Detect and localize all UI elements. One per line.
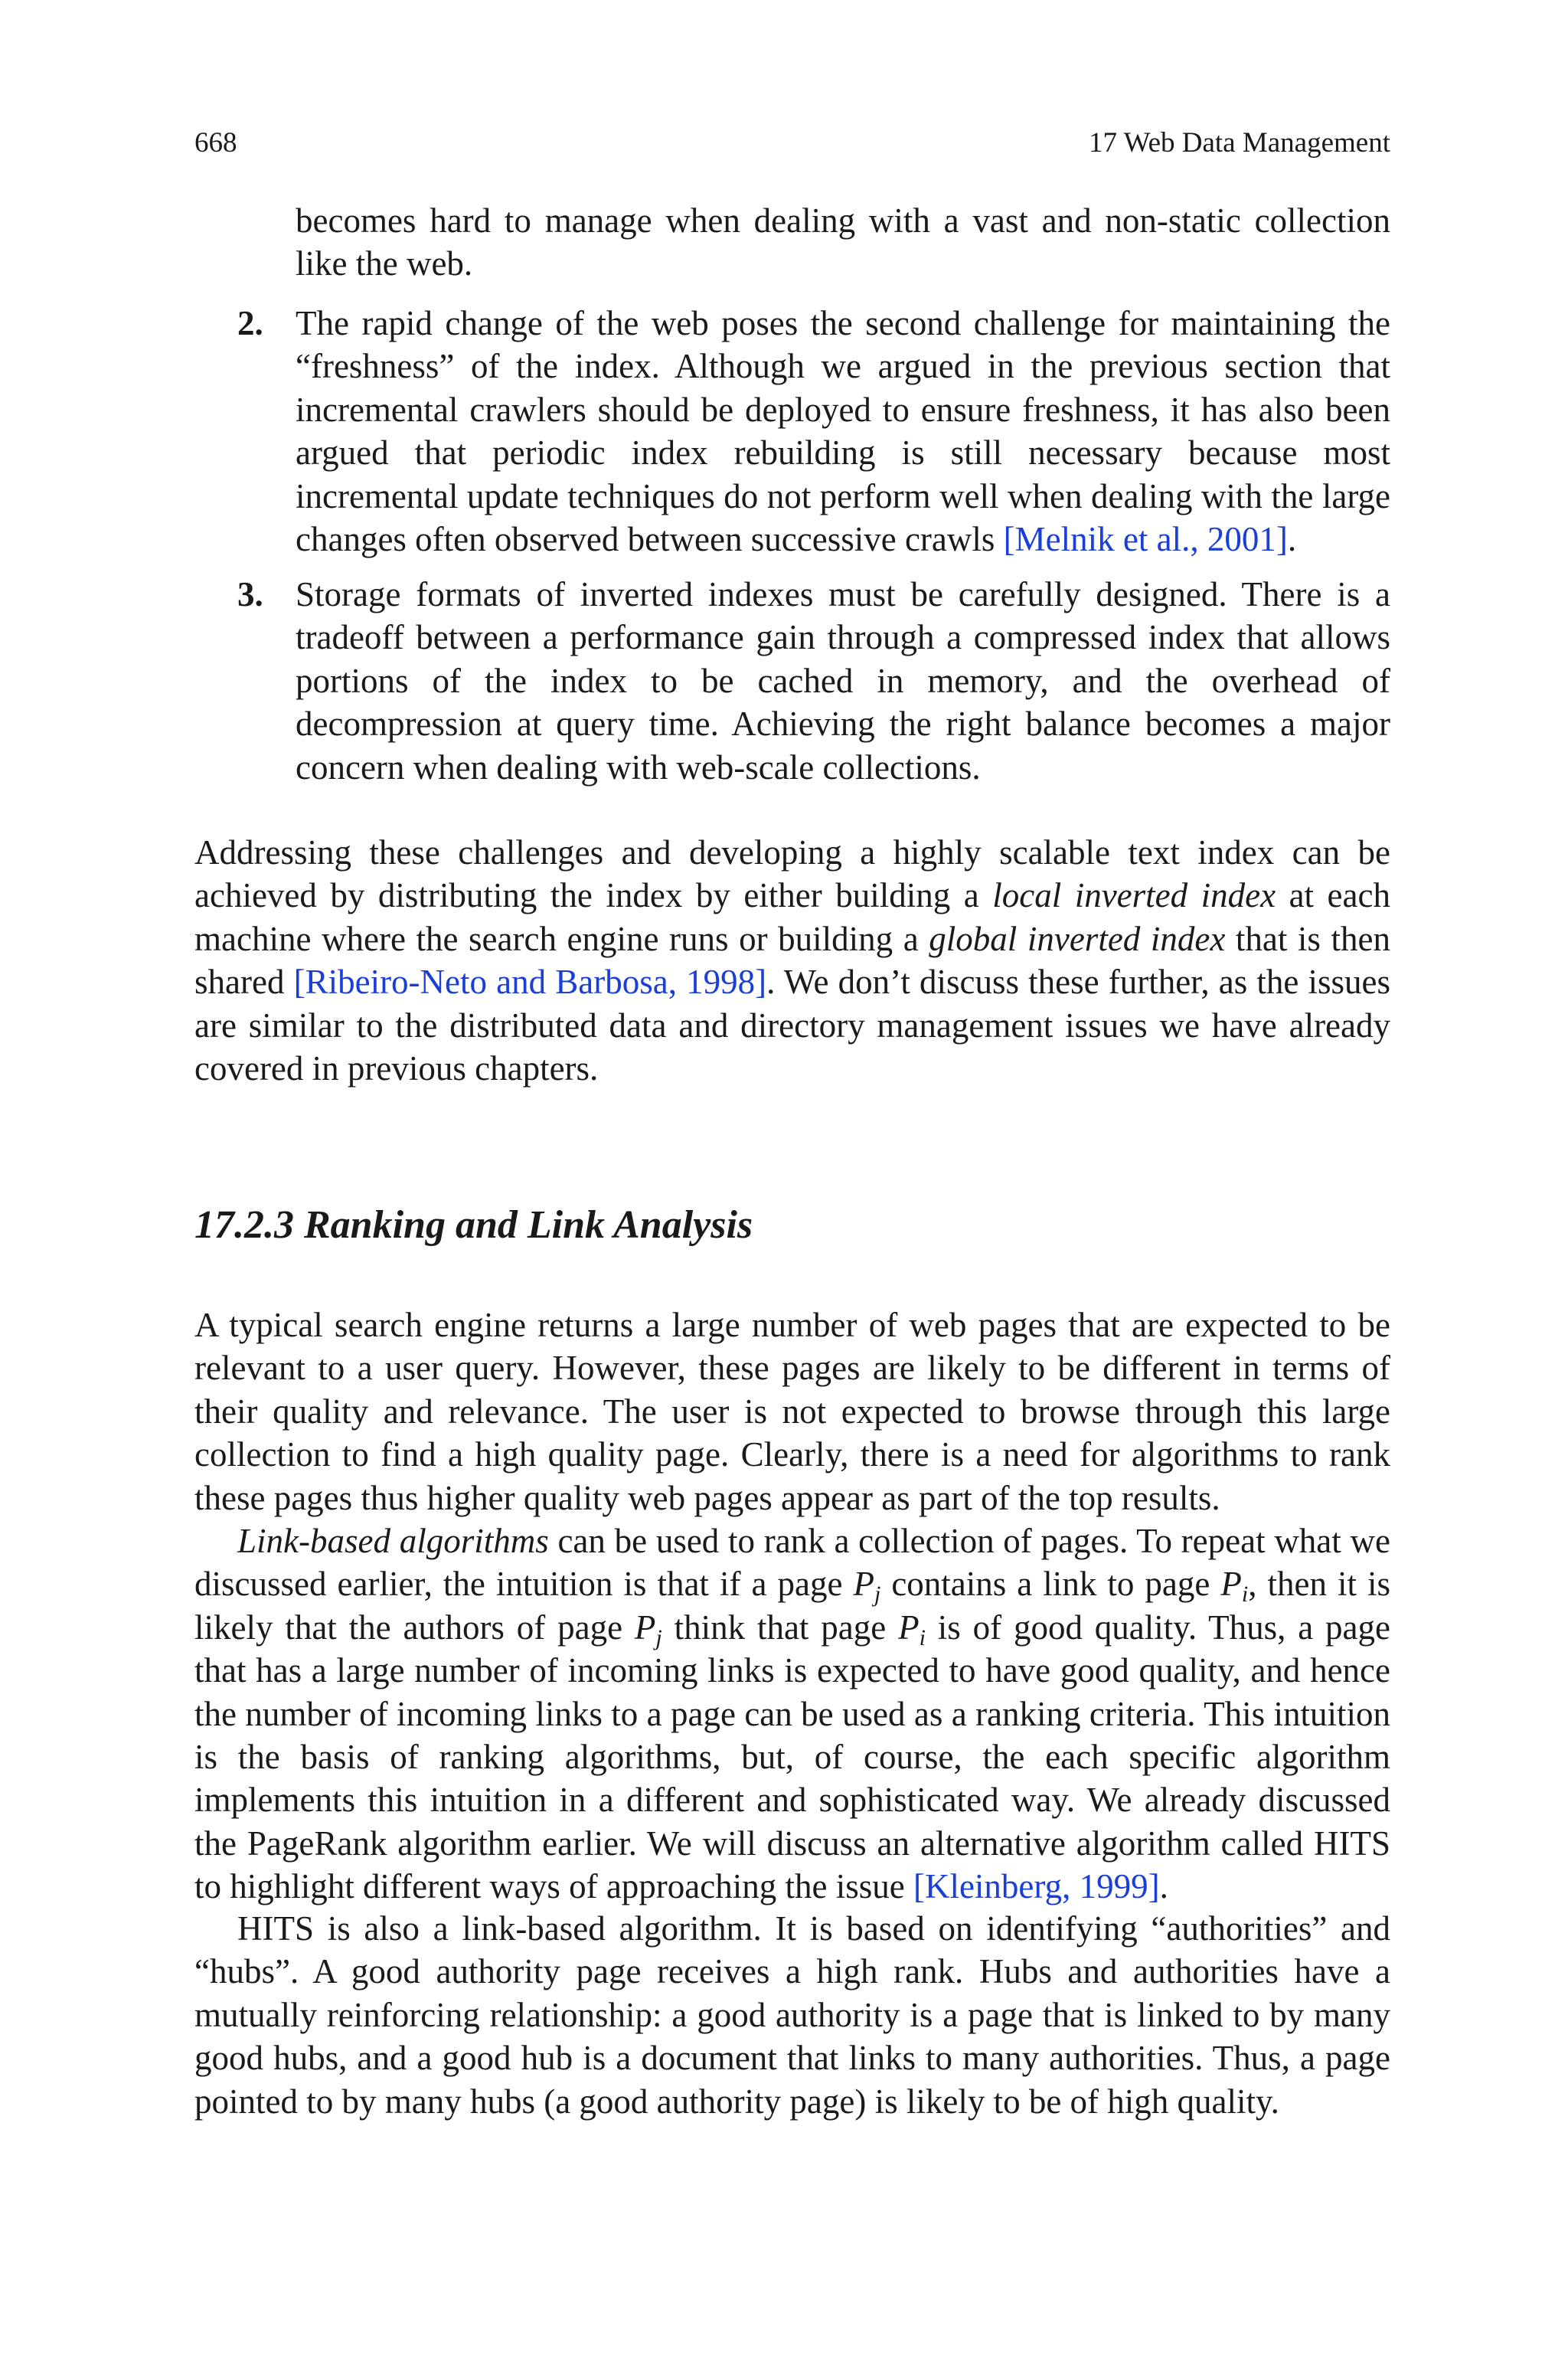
page-number: 668 — [194, 127, 237, 159]
paragraph3-part4: think that page — [662, 1608, 899, 1647]
paragraph-distributed-index — [194, 831, 1390, 1090]
paragraph3-part3: , then it is likely that the authors of page — [194, 1565, 1391, 1647]
var-p-1: P — [853, 1565, 874, 1604]
sub-i-1: i — [1241, 1582, 1249, 1608]
paragraph1-part3: that is then shared — [194, 919, 1390, 1002]
var-p-2: P — [1220, 1565, 1242, 1604]
citation-melnik[interactable]: [Melnik et al., 2001] — [1003, 520, 1288, 559]
sub-j-1: j — [874, 1582, 881, 1608]
paragraph-hits: HITS is also a link-based algorithm. It is based on identifying “authorities” and “hubs”. A good authority page receives a high rank. Hubs and authorities have a mutually reinforcing relationship: a good authority is a page that is linked to by many good hubs, and a good hub is a document that links to many authorities. Thus, a page pointed to by many hubs (a good authority page) is likely to be of high quality. — [194, 1909, 1390, 2121]
sub-i-2: i — [919, 1624, 926, 1650]
list-item-2-text — [296, 302, 1390, 561]
list-item-3-number: 3. — [237, 575, 263, 613]
list-item-3-text: Storage formats of inverted indexes must be carefully designed. There is a tradeoff between a performance gain through a compressed index that allows portions of the index to be cached in memory, and the overhead of decompression at query time. Achieving the right balance becomes a major concern when dealing with web-scale collections. — [296, 575, 1390, 787]
paragraph-search-engine: A typical search engine returns a large number of web pages that are expected to be relevant to a user query. However, these pages are likely to be different in terms of their quality and relevance. The user is not expected to browse through this large collection to find a high quality page. Clearly, there is a need for algorithms to rank these pages thus higher quality web pages appear as part of the top results. — [194, 1306, 1390, 1517]
var-p-4: P — [898, 1608, 920, 1647]
paragraph1-part2: at each machine where the search engine runs or building a — [194, 876, 1390, 958]
paragraph3-end: . — [1159, 1867, 1168, 1906]
paragraph1-part4: . We don’t discuss these further, as the issues are similar to the distributed data and directory management issues we have already covered in previous chapters. — [194, 963, 1391, 1088]
paragraph1-part1: Addressing these challenges and developing a highly scalable text index can be achieved by distributing the index by either building a — [194, 833, 1390, 915]
term-local-inverted-index: local inverted index — [992, 876, 1276, 915]
list-item-2-body: The rapid change of the web poses the second challenge for maintaining the “freshness” of the index. Although we argued in the previous section that incremental crawlers should be deployed to ensure freshness, it has also been argued that periodic index rebuilding is still necessary because most incremental update techniques do not perform well when dealing with the large changes often observed between successive crawls — [296, 304, 1390, 559]
paragraph-link-based — [194, 1519, 1390, 1909]
term-global-inverted-index: global inverted index — [929, 919, 1226, 958]
running-head — [194, 124, 1390, 162]
chapter-title: 17 Web Data Management — [1089, 127, 1390, 159]
term-link-based-algorithms: Link-based algorithms — [237, 1522, 549, 1560]
paragraph3-part5: is of good quality. Thus, a page that has a large number of incoming links is expected to have good quality, and hence the number of incoming links to a page can be used as a ranking criteria. This intuition is the basis of ranking algorithms, but, of course, the each specific algorithm implements this intuition in a different and sophisticated way. We already discussed the PageRank algorithm earlier. We will discuss an alternative algorithm called HITS to highlight different ways of approaching the issue — [194, 1608, 1390, 1906]
var-p-3: P — [634, 1608, 656, 1647]
paragraph3-part2: contains a link to page — [880, 1565, 1221, 1604]
section-heading: 17.2.3 Ranking and Link Analysis — [194, 1203, 753, 1247]
list-item-2-end: . — [1287, 520, 1297, 559]
citation-ribeiro-neto[interactable]: [Ribeiro-Neto and Barbosa, 1998] — [293, 963, 767, 1002]
sub-j-2: j — [655, 1624, 662, 1650]
list-item-2-number: 2. — [237, 304, 263, 342]
paragraph3-part1: can be used to rank a collection of pages. To repeat what we discussed earlier, the intuition is that if a page — [194, 1522, 1390, 1604]
citation-kleinberg[interactable]: [Kleinberg, 1999] — [913, 1867, 1160, 1906]
list-item-1-continuation: becomes hard to manage when dealing with a vast and non-static collection like the web. — [296, 201, 1390, 283]
